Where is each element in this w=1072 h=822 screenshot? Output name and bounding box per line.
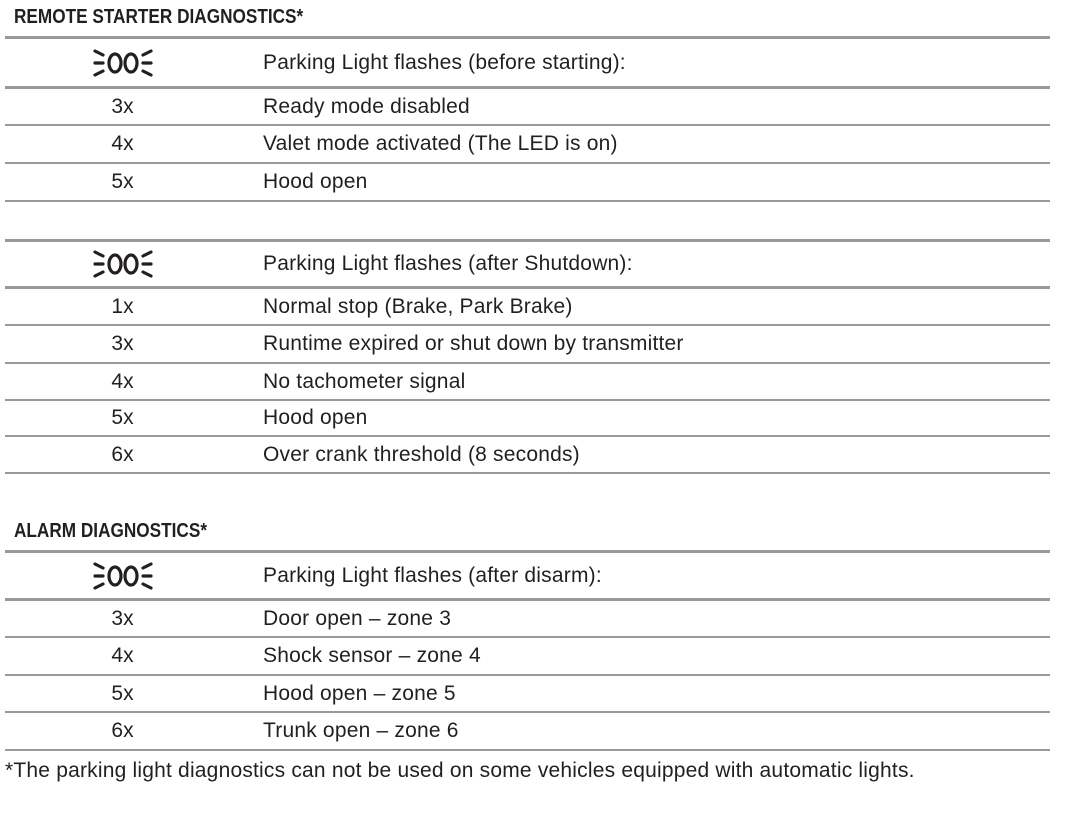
rule: [5, 749, 1050, 751]
table-row: [5, 713, 1050, 749]
table-row: [5, 89, 1050, 124]
flash-meaning: Normal stop (Brake, Park Brake): [263, 294, 573, 318]
flash-count: 5x: [111, 681, 134, 705]
flash-count: 1x: [111, 294, 134, 318]
flash-count: 4x: [111, 644, 134, 667]
table-row: [5, 437, 1050, 472]
flash-meaning: Shock sensor – zone 4: [263, 644, 481, 667]
parking-light-flash-icon: [92, 48, 154, 78]
flash-count: 3x: [111, 606, 134, 630]
table-row: [5, 401, 1050, 435]
table-row: [5, 364, 1050, 399]
flash-count: 5x: [111, 406, 134, 429]
flash-meaning: Hood open: [263, 406, 368, 429]
flash-meaning: Valet mode activated (The LED is on): [263, 132, 618, 155]
table-after-shutdown: [5, 239, 1050, 474]
table-header: [5, 242, 1050, 286]
table-header-label: Parking Light flashes (after Shutdown):: [263, 252, 633, 275]
table-row: [5, 638, 1050, 674]
rule: [5, 200, 1050, 202]
parking-light-flash-icon: [92, 561, 154, 591]
flash-meaning: Over crank threshold (8 seconds): [263, 442, 580, 466]
flash-count: 3x: [111, 332, 134, 355]
table-header-label: Parking Light flashes (after disarm):: [263, 563, 602, 587]
table-before-starting: [5, 36, 1050, 202]
section-title-remote-starter: REMOTE STARTER DIAGNOSTICS*: [14, 6, 304, 28]
table-header: [5, 553, 1050, 598]
flash-meaning: Hood open – zone 5: [263, 681, 456, 705]
table-row: [5, 289, 1050, 324]
table-row: [5, 326, 1050, 362]
flash-meaning: Hood open: [263, 170, 368, 193]
table-row: [5, 126, 1050, 162]
flash-count: 3x: [111, 94, 134, 118]
table-row: [5, 164, 1050, 200]
table-header: [5, 39, 1050, 86]
flash-count: 4x: [111, 369, 134, 393]
parking-light-flash-icon: [92, 249, 154, 279]
flash-meaning: Door open – zone 3: [263, 606, 452, 630]
table-row: [5, 676, 1050, 711]
flash-count: 4x: [111, 132, 134, 155]
table-header-label: Parking Light flashes (before starting):: [263, 50, 626, 74]
flash-meaning: Runtime expired or shut down by transmitter: [263, 332, 684, 355]
flash-count: 5x: [111, 170, 134, 193]
flash-meaning: Trunk open – zone 6: [263, 719, 459, 742]
flash-count: 6x: [111, 442, 134, 466]
rule: [5, 472, 1050, 474]
flash-count: 6x: [111, 719, 134, 742]
flash-meaning: Ready mode disabled: [263, 94, 470, 118]
table-after-disarm: [5, 550, 1050, 751]
section-title-alarm: ALARM DIAGNOSTICS*: [14, 520, 208, 542]
footnote: *The parking light diagnostics can not be used on some vehicles equipped with automatic lights.: [5, 759, 915, 782]
table-row: [5, 601, 1050, 636]
flash-meaning: No tachometer signal: [263, 369, 466, 393]
